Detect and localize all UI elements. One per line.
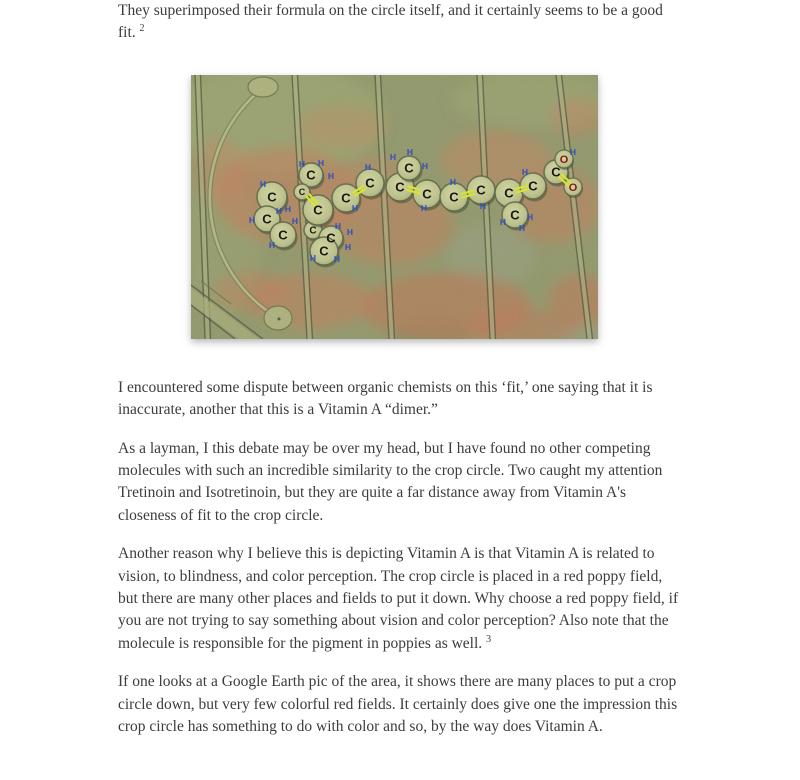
footnote-marker: 2 bbox=[139, 23, 145, 35]
svg-text:C: C bbox=[528, 178, 538, 194]
svg-text:H: H bbox=[351, 202, 359, 213]
paragraph-intro bbox=[118, 0, 682, 45]
crop-circle-figure bbox=[191, 75, 598, 339]
svg-text:C: C bbox=[341, 190, 351, 206]
paragraph-text: As a layman, I this debate may be over my head, but I have found no other competing molecules with such an incredible similarity to the crop circle. Two caught my attention Tretinoin and Isotretinoin, but they are quite a far distance away from Vitamin A's closeness of fit to the crop circle. bbox=[118, 439, 663, 524]
svg-text:H: H bbox=[344, 241, 352, 252]
paragraph-text: If one looks at a Google Earth pic of the area, it shows there are many places to put a crop circle down, but very few colorful red fields. It certainly does give one the impression this crop circle has something to do with color and so, by the way does Vitamin A. bbox=[118, 673, 678, 736]
svg-text:H: H bbox=[248, 214, 256, 225]
svg-text:C: C bbox=[476, 182, 486, 198]
svg-text:H: H bbox=[406, 146, 414, 157]
svg-text:H: H bbox=[421, 160, 429, 171]
svg-text:O: O bbox=[559, 153, 569, 166]
paragraph bbox=[118, 377, 682, 422]
svg-text:H: H bbox=[268, 239, 276, 250]
svg-text:H: H bbox=[259, 178, 267, 189]
paragraph-text: Another reason why I believe this is depicting Vitamin A is that Vitamin A is related to vision, to blindness, and color perception. The crop circle is placed in a red poppy field, but there are many other places and fields to put it down. Why choose a red poppy field, if you are not trying to say something about vision and color perception? Also note that the molecule is responsible for the pigment in poppies as well. bbox=[118, 545, 679, 652]
svg-text:H: H bbox=[317, 157, 325, 168]
svg-text:C: C bbox=[309, 225, 317, 237]
paragraph-text: I encountered some dispute between organic chemists on this ‘fit,’ one saying that it is inaccurate, another that this is a Vitamin A “dimer.” bbox=[118, 378, 653, 419]
svg-text:C: C bbox=[298, 187, 306, 198]
svg-text:C: C bbox=[365, 175, 375, 191]
svg-text:C: C bbox=[278, 227, 288, 243]
paragraph bbox=[118, 438, 682, 528]
svg-text:C: C bbox=[510, 207, 520, 223]
svg-text:H: H bbox=[364, 161, 372, 172]
svg-text:C: C bbox=[395, 179, 405, 195]
svg-text:H: H bbox=[327, 170, 335, 181]
paragraph-text: They superimposed their formula on the circle itself, and it certainly seems to be a good fit. bbox=[118, 2, 663, 42]
svg-text:H: H bbox=[479, 200, 487, 211]
body-text bbox=[118, 377, 682, 739]
field-grain-texture bbox=[191, 75, 598, 339]
svg-text:H: H bbox=[526, 211, 534, 222]
svg-text:H: H bbox=[291, 215, 299, 226]
svg-text:C: C bbox=[306, 167, 316, 183]
svg-text:C: C bbox=[504, 185, 514, 201]
svg-text:H: H bbox=[334, 220, 342, 231]
svg-text:H: H bbox=[309, 252, 317, 263]
text-column bbox=[118, 0, 682, 739]
svg-text:H: H bbox=[275, 205, 283, 216]
svg-text:H: H bbox=[518, 222, 526, 233]
svg-text:H: H bbox=[499, 216, 507, 227]
svg-text:C: C bbox=[313, 202, 323, 218]
svg-text:O: O bbox=[568, 181, 578, 194]
paragraph bbox=[118, 671, 682, 738]
svg-text:C: C bbox=[422, 186, 432, 202]
svg-text:C: C bbox=[404, 160, 414, 176]
svg-text:H: H bbox=[389, 151, 397, 162]
svg-text:H: H bbox=[298, 158, 306, 169]
svg-text:C: C bbox=[326, 230, 336, 246]
crop-circle-photo bbox=[191, 75, 598, 339]
svg-text:H: H bbox=[521, 166, 529, 177]
svg-text:C: C bbox=[267, 189, 277, 205]
footnote-marker: 3 bbox=[486, 633, 492, 645]
svg-text:H: H bbox=[569, 146, 577, 157]
svg-text:H: H bbox=[284, 203, 292, 214]
paragraph bbox=[118, 543, 682, 655]
svg-text:H: H bbox=[346, 226, 354, 237]
svg-text:C: C bbox=[319, 243, 329, 259]
svg-text:C: C bbox=[551, 164, 561, 180]
svg-text:C: C bbox=[449, 189, 459, 205]
svg-text:H: H bbox=[333, 253, 341, 264]
svg-text:H: H bbox=[449, 176, 457, 187]
svg-text:C: C bbox=[262, 211, 272, 227]
svg-text:H: H bbox=[420, 202, 428, 213]
